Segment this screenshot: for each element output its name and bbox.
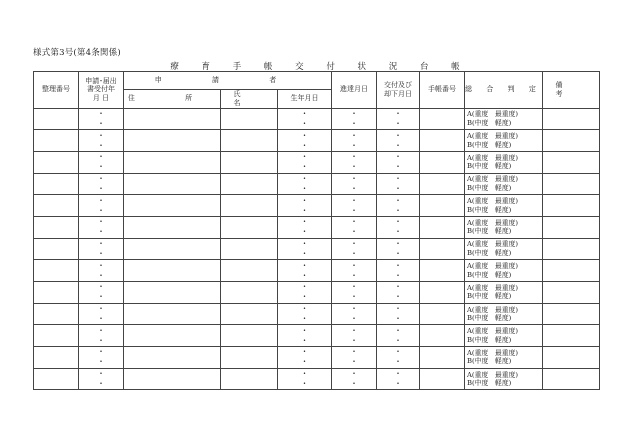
header-issue-date-line1: 交付及び xyxy=(384,81,413,89)
header-applicant: 申 請 者 xyxy=(124,72,332,90)
judgment-option-a: A(重度 最重度) xyxy=(467,305,519,314)
name-cell xyxy=(221,368,278,390)
table-row xyxy=(34,303,600,325)
header-name: 氏 名 xyxy=(221,90,278,109)
judgment-option-b: B(中度 軽度) xyxy=(467,314,512,323)
seiri-number-cell xyxy=(34,195,79,217)
issue-date-cell: ・ ・ xyxy=(377,325,420,347)
application-date-cell: ・ ・ xyxy=(79,216,124,238)
ledger-body xyxy=(34,108,600,390)
judgment-option-b: B(中度 軽度) xyxy=(467,357,512,366)
seiri-number-cell xyxy=(34,151,79,173)
shintatsu-date-cell: ・ ・ xyxy=(332,195,377,217)
issue-date-cell: ・ ・ xyxy=(377,130,420,152)
name-cell xyxy=(221,108,278,130)
issue-date-cell: ・ ・ xyxy=(377,260,420,282)
remarks-cell xyxy=(543,216,600,238)
judgment-option-a: A(重度 最重度) xyxy=(467,262,519,271)
shintatsu-date-cell: ・ ・ xyxy=(332,108,377,130)
birth-date-cell: ・ ・ xyxy=(278,173,332,195)
issue-date-cell: ・ ・ xyxy=(377,347,420,369)
techo-number-cell xyxy=(420,195,465,217)
judgment-option-b: B(中度 軽度) xyxy=(467,205,512,214)
judgment-cell xyxy=(465,130,543,152)
judgment-cell xyxy=(465,347,543,369)
issue-date-cell: ・ ・ xyxy=(377,216,420,238)
seiri-number-cell xyxy=(34,173,79,195)
judgment-option-a: A(重度 最重度) xyxy=(467,197,519,206)
application-date-cell: ・ ・ xyxy=(79,173,124,195)
header-techo-number: 手帳番号 xyxy=(420,72,465,109)
judgment-cell xyxy=(465,108,543,130)
remarks-cell xyxy=(543,347,600,369)
issue-date-cell: ・ ・ xyxy=(377,195,420,217)
remarks-cell xyxy=(543,325,600,347)
birth-date-cell: ・ ・ xyxy=(278,347,332,369)
judgment-option-a: A(重度 最重度) xyxy=(467,132,519,141)
name-cell xyxy=(221,347,278,369)
name-cell xyxy=(221,303,278,325)
address-cell xyxy=(124,347,221,369)
address-cell xyxy=(124,238,221,260)
seiri-number-cell xyxy=(34,325,79,347)
issue-date-cell: ・ ・ xyxy=(377,282,420,304)
seiri-number-cell xyxy=(34,238,79,260)
remarks-cell xyxy=(543,238,600,260)
techo-number-cell xyxy=(420,151,465,173)
techo-number-cell xyxy=(420,325,465,347)
header-remarks: 備 考 xyxy=(543,72,600,109)
judgment-option-a: A(重度 最重度) xyxy=(467,370,519,379)
remarks-cell xyxy=(543,108,600,130)
shintatsu-date-cell: ・ ・ xyxy=(332,260,377,282)
address-cell xyxy=(124,151,221,173)
address-cell xyxy=(124,368,221,390)
remarks-cell xyxy=(543,151,600,173)
shintatsu-date-cell: ・ ・ xyxy=(332,151,377,173)
shintatsu-date-cell: ・ ・ xyxy=(332,238,377,260)
shintatsu-date-cell: ・ ・ xyxy=(332,347,377,369)
judgment-cell xyxy=(465,173,543,195)
table-row xyxy=(34,108,600,130)
application-date-cell: ・ ・ xyxy=(79,238,124,260)
birth-date-cell: ・ ・ xyxy=(278,260,332,282)
header-application-date xyxy=(79,72,124,109)
application-date-cell: ・ ・ xyxy=(79,195,124,217)
name-cell xyxy=(221,195,278,217)
application-date-cell: ・ ・ xyxy=(79,282,124,304)
remarks-cell xyxy=(543,282,600,304)
table-row xyxy=(34,325,600,347)
address-cell xyxy=(124,173,221,195)
table-row xyxy=(34,151,600,173)
header-overall-judgment: 総 合 判 定 xyxy=(465,72,543,109)
header-issue-date xyxy=(377,72,420,109)
shintatsu-date-cell: ・ ・ xyxy=(332,368,377,390)
judgment-option-a: A(重度 最重度) xyxy=(467,218,519,227)
judgment-option-a: A(重度 最重度) xyxy=(467,283,519,292)
address-cell xyxy=(124,282,221,304)
header-birth-date: 生年月日 xyxy=(278,90,332,109)
shintatsu-date-cell: ・ ・ xyxy=(332,130,377,152)
judgment-cell xyxy=(465,368,543,390)
techo-number-cell xyxy=(420,173,465,195)
address-cell xyxy=(124,216,221,238)
judgment-cell xyxy=(465,216,543,238)
table-row xyxy=(34,130,600,152)
seiri-number-cell xyxy=(34,303,79,325)
birth-date-cell: ・ ・ xyxy=(278,108,332,130)
seiri-number-cell xyxy=(34,130,79,152)
shintatsu-date-cell: ・ ・ xyxy=(332,216,377,238)
seiri-number-cell xyxy=(34,108,79,130)
judgment-option-b: B(中度 軽度) xyxy=(467,183,512,192)
techo-number-cell xyxy=(420,282,465,304)
judgment-option-b: B(中度 軽度) xyxy=(467,335,512,344)
table-row xyxy=(34,173,600,195)
judgment-option-b: B(中度 軽度) xyxy=(467,248,512,257)
judgment-option-b: B(中度 軽度) xyxy=(467,270,512,279)
table-row xyxy=(34,238,600,260)
header-application-date-line3: 月 日 xyxy=(92,94,110,103)
judgment-option-a: A(重度 最重度) xyxy=(467,153,519,162)
issue-date-cell: ・ ・ xyxy=(377,151,420,173)
name-cell xyxy=(221,216,278,238)
techo-number-cell xyxy=(420,260,465,282)
birth-date-cell: ・ ・ xyxy=(278,303,332,325)
application-date-cell: ・ ・ xyxy=(79,347,124,369)
remarks-cell xyxy=(543,368,600,390)
address-cell xyxy=(124,303,221,325)
address-cell xyxy=(124,195,221,217)
issue-date-cell: ・ ・ xyxy=(377,303,420,325)
judgment-option-a: A(重度 最重度) xyxy=(467,348,519,357)
shintatsu-date-cell: ・ ・ xyxy=(332,173,377,195)
remarks-cell xyxy=(543,303,600,325)
birth-date-cell: ・ ・ xyxy=(278,130,332,152)
header-address: 住 所 xyxy=(124,90,221,109)
techo-number-cell xyxy=(420,130,465,152)
remarks-cell xyxy=(543,130,600,152)
birth-date-cell: ・ ・ xyxy=(278,282,332,304)
header-shintatsu-date: 進達月日 xyxy=(332,72,377,109)
application-date-cell: ・ ・ xyxy=(79,303,124,325)
name-cell xyxy=(221,151,278,173)
judgment-option-a: A(重度 最重度) xyxy=(467,175,519,184)
application-date-cell: ・ ・ xyxy=(79,325,124,347)
techo-number-cell xyxy=(420,108,465,130)
table-row xyxy=(34,282,600,304)
name-cell xyxy=(221,238,278,260)
address-cell xyxy=(124,325,221,347)
table-row xyxy=(34,216,600,238)
judgment-option-b: B(中度 軽度) xyxy=(467,140,512,149)
seiri-number-cell xyxy=(34,347,79,369)
issue-date-cell: ・ ・ xyxy=(377,238,420,260)
judgment-option-a: A(重度 最重度) xyxy=(467,327,519,336)
judgment-option-b: B(中度 軽度) xyxy=(467,162,512,171)
table-row xyxy=(34,260,600,282)
birth-date-cell: ・ ・ xyxy=(278,151,332,173)
address-cell xyxy=(124,108,221,130)
birth-date-cell: ・ ・ xyxy=(278,216,332,238)
judgment-cell xyxy=(465,303,543,325)
header-issue-date-line2: 却下月日 xyxy=(384,89,413,98)
table-row xyxy=(34,347,600,369)
remarks-cell xyxy=(543,260,600,282)
techo-number-cell xyxy=(420,368,465,390)
header-application-date-line1: 申請･届出 xyxy=(85,76,117,85)
techo-number-cell xyxy=(420,347,465,369)
remarks-cell xyxy=(543,173,600,195)
birth-date-cell: ・ ・ xyxy=(278,368,332,390)
judgment-option-b: B(中度 軽度) xyxy=(467,118,512,127)
judgment-cell xyxy=(465,238,543,260)
judgment-cell xyxy=(465,260,543,282)
name-cell xyxy=(221,325,278,347)
techo-number-cell xyxy=(420,303,465,325)
form-code: 様式第3号(第4条関係) xyxy=(33,48,121,58)
header-seiri-number: 整理番号 xyxy=(34,72,79,109)
name-cell xyxy=(221,260,278,282)
application-date-cell: ・ ・ xyxy=(79,130,124,152)
shintatsu-date-cell: ・ ・ xyxy=(332,303,377,325)
name-cell xyxy=(221,282,278,304)
birth-date-cell: ・ ・ xyxy=(278,325,332,347)
table-row xyxy=(34,195,600,217)
application-date-cell: ・ ・ xyxy=(79,108,124,130)
seiri-number-cell xyxy=(34,216,79,238)
judgment-cell xyxy=(465,151,543,173)
judgment-option-b: B(中度 軽度) xyxy=(467,292,512,301)
application-date-cell: ・ ・ xyxy=(79,260,124,282)
judgment-option-a: A(重度 最重度) xyxy=(467,240,519,249)
judgment-option-a: A(重度 最重度) xyxy=(467,110,519,119)
judgment-cell xyxy=(465,195,543,217)
birth-date-cell: ・ ・ xyxy=(278,195,332,217)
judgment-cell xyxy=(465,325,543,347)
ledger-table xyxy=(33,71,600,390)
judgment-cell xyxy=(465,282,543,304)
techo-number-cell xyxy=(420,238,465,260)
shintatsu-date-cell: ・ ・ xyxy=(332,282,377,304)
header-application-date-line2: 書受付年 xyxy=(87,85,115,94)
issue-date-cell: ・ ・ xyxy=(377,108,420,130)
birth-date-cell: ・ ・ xyxy=(278,238,332,260)
issue-date-cell: ・ ・ xyxy=(377,173,420,195)
application-date-cell: ・ ・ xyxy=(79,151,124,173)
name-cell xyxy=(221,130,278,152)
remarks-cell xyxy=(543,195,600,217)
techo-number-cell xyxy=(420,216,465,238)
judgment-option-b: B(中度 軽度) xyxy=(467,379,512,388)
document-title: 療 育 手 帳 交 付 状 況 台 帳 xyxy=(170,62,470,72)
seiri-number-cell xyxy=(34,368,79,390)
application-date-cell: ・ ・ xyxy=(79,368,124,390)
judgment-option-b: B(中度 軽度) xyxy=(467,227,512,236)
address-cell xyxy=(124,130,221,152)
shintatsu-date-cell: ・ ・ xyxy=(332,325,377,347)
seiri-number-cell xyxy=(34,282,79,304)
address-cell xyxy=(124,260,221,282)
seiri-number-cell xyxy=(34,260,79,282)
issue-date-cell: ・ ・ xyxy=(377,368,420,390)
name-cell xyxy=(221,173,278,195)
table-row xyxy=(34,368,600,390)
